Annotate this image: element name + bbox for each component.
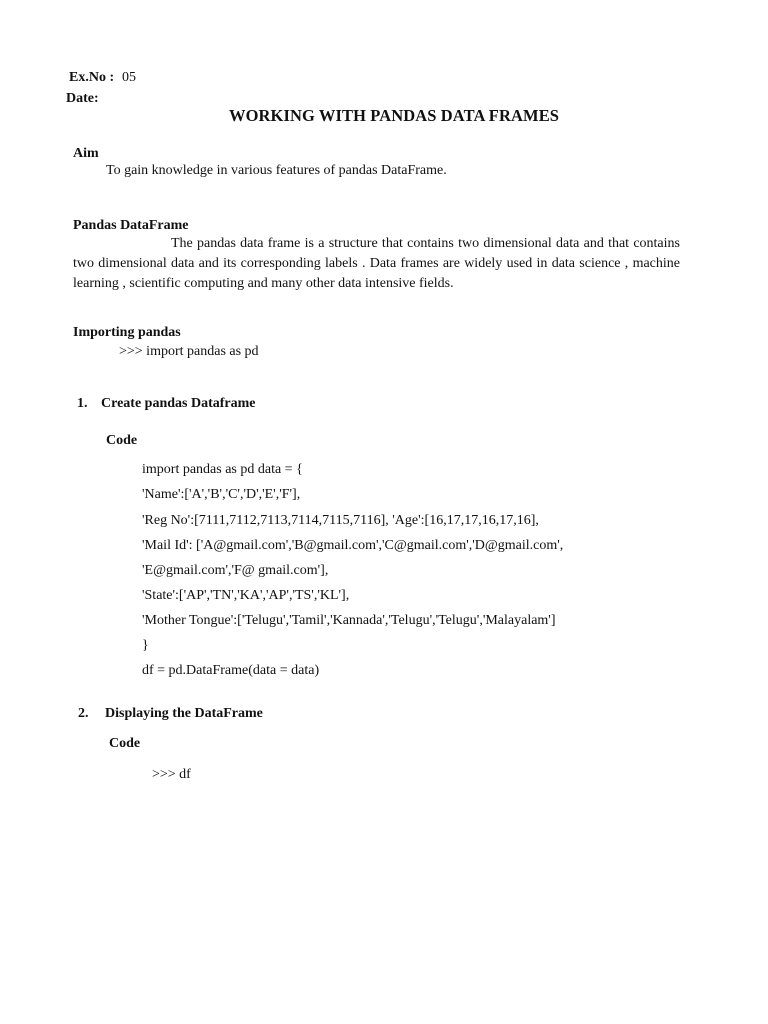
code-line: 'E@gmail.com','F@ gmail.com'], <box>142 563 329 578</box>
date-label: Date: <box>66 91 99 106</box>
exno-label: Ex.No : <box>69 70 115 85</box>
code-line: 'State':['AP','TN','KA','AP','TS','KL'], <box>142 588 350 603</box>
exno-value: 05 <box>122 70 136 85</box>
section1-code-label: Code <box>106 433 138 448</box>
code-line: import pandas as pd data = { <box>142 462 303 477</box>
aim-heading: Aim <box>73 146 99 161</box>
code-line: 'Mother Tongue':['Telugu','Tamil','Kannada','Telugu','Telugu','Malayalam'] <box>142 613 556 628</box>
section2-heading: Displaying the DataFrame <box>105 706 263 721</box>
page-title: WORKING WITH PANDAS DATA FRAMES <box>229 106 560 125</box>
pandas-dataframe-paragraph <box>73 234 680 294</box>
code-line: 'Name':['A','B','C','D','E','F'], <box>142 487 301 502</box>
pandas-dataframe-heading: Pandas DataFrame <box>73 218 189 233</box>
pandas-dataframe-paragraph-text: The pandas data frame is a structure that contains two dimensional data and that contains two dimensional data and its corresponding labels . Data frames are widely used in data science , machine learning , scientific computing and many other data intensive fields. <box>73 236 680 291</box>
display-code: >>> df <box>152 767 191 782</box>
import-code: >>> import pandas as pd <box>119 344 259 359</box>
section1-heading: Create pandas Dataframe <box>101 396 256 411</box>
code-line: 'Reg No':[7111,7112,7113,7114,7115,7116], 'Age':[16,17,17,16,17,16], <box>142 513 539 528</box>
importing-heading: Importing pandas <box>73 325 181 340</box>
code-line: } <box>142 638 149 653</box>
code-line: df = pd.DataFrame(data = data) <box>142 663 320 678</box>
section1-number: 1. <box>77 396 88 411</box>
code-line: 'Mail Id': ['A@gmail.com','B@gmail.com','C@gmail.com','D@gmail.com', <box>142 538 564 553</box>
section2-code-label: Code <box>109 736 141 751</box>
aim-text: To gain knowledge in various features of pandas DataFrame. <box>106 163 447 178</box>
section2-number: 2. <box>78 706 89 721</box>
